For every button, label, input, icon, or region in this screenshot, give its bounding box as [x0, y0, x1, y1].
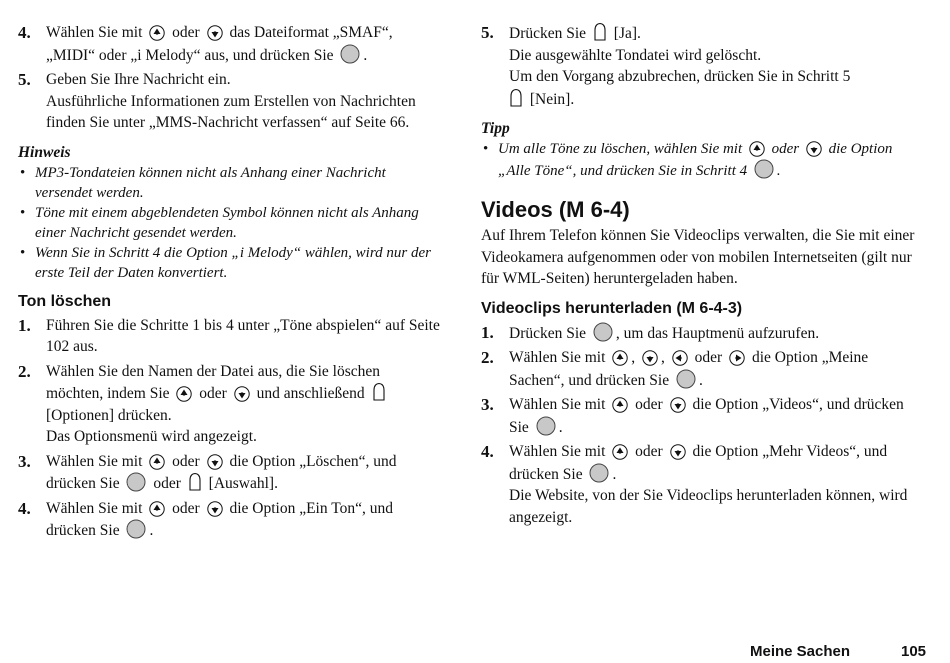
nav-up-icon — [176, 386, 192, 402]
note-item: • Töne mit einem abgeblendeten Symbol können nicht als Anhang einer Nachricht gesendet werden. — [20, 204, 419, 241]
nav-up-icon — [149, 454, 165, 470]
note-heading: Hinweis — [18, 143, 71, 161]
tip-item: • Um alle Töne zu löschen, wählen Sie mit oder die Option „Alle Töne“, und drücken Sie in Schritt 4 . — [483, 141, 893, 179]
nav-up-icon — [149, 25, 165, 41]
nav-up-icon — [612, 350, 628, 366]
delete-step-5: 5. Drücken Sie [Ja]. Die ausgewählte Tondatei wird gelöscht. Um den Vorgang abzubrechen, drücken Sie in Schritt 5 [Nein]. — [481, 23, 851, 108]
nav-down-icon — [234, 386, 250, 402]
page-number: 105 — [901, 643, 927, 660]
tip-heading: Tipp — [481, 120, 510, 137]
nav-right-icon — [729, 350, 745, 366]
center-key-icon — [593, 322, 613, 342]
center-key-icon — [676, 369, 696, 389]
delete-step-2: 2. Wählen Sie den Namen der Datei aus, die Sie löschen möchten, indem Sie oder und anschließend [Optionen] drücken. Das Optionsmenü wird angezeigt. — [18, 361, 440, 448]
left-column — [18, 22, 440, 545]
video-step-3: 3. Wählen Sie mit oder die Option „Videos“, und drücken Sie . — [481, 395, 904, 436]
delete-step-4: 4. Wählen Sie mit oder die Option „Ein Ton“, und drücken Sie . — [18, 498, 393, 539]
nav-up-icon — [612, 444, 628, 460]
center-key-icon — [126, 519, 146, 539]
footer-section-title: Meine Sachen — [750, 643, 851, 660]
center-key-icon — [536, 416, 556, 436]
softkey-icon — [188, 472, 202, 492]
section-heading: Ton löschen — [18, 292, 112, 310]
softkey-icon — [593, 22, 607, 42]
right-column — [481, 22, 921, 531]
videos-intro: Auf Ihrem Telefon können Sie Videoclips verwalten, die Sie mit einer Videokamera aufgenommen oder von mobilen Internetseiten (gilt nur für WML-Seiten) heruntergeladen haben. — [481, 227, 915, 287]
step-5-message: 5. Geben Sie Ihre Nachricht ein. Ausführliche Informationen zum Erstellen von Nachrichten finden Sie unter „MMS-Nachricht verfassen“ auf Seite 66. — [18, 70, 416, 131]
center-key-icon — [126, 472, 146, 492]
video-step-1: 1. Drücken Sie , um das Hauptmenü aufzurufen. — [481, 322, 820, 342]
nav-up-icon — [149, 501, 165, 517]
delete-step-1: 1. Führen Sie die Schritte 1 bis 4 unter „Töne abspielen“ auf Seite 102 aus. — [18, 315, 440, 355]
delete-step-3: 3. Wählen Sie mit oder die Option „Löschen“, und drücken Sie oder [Auswahl]. — [18, 451, 397, 492]
nav-down-icon — [207, 454, 223, 470]
note-item: • MP3-Tondateien können nicht als Anhang einer Nachricht versendet werden. — [20, 164, 386, 201]
nav-left-icon — [672, 350, 688, 366]
nav-down-icon — [207, 25, 223, 41]
nav-down-icon — [207, 501, 223, 517]
videos-heading: Videos (M 6-4) — [481, 197, 630, 222]
download-subheading: Videoclips herunterladen (M 6-4-3) — [481, 299, 743, 317]
step-4-format: 4. Wählen Sie mit oder das Dateiformat „SMAF“, „MIDI“ oder „i Melody“ aus, und drücken Sie . — [18, 23, 393, 64]
center-key-icon — [340, 44, 360, 64]
center-key-icon — [589, 463, 609, 483]
nav-up-icon — [749, 141, 765, 157]
video-step-4: 4. Wählen Sie mit oder die Option „Mehr Videos“, und drücken Sie . Die Website, von der Sie Videoclips herunterladen können, wird angezeigt. — [481, 442, 908, 526]
page-footer — [0, 643, 950, 663]
step-number: 5. — [18, 70, 31, 89]
softkey-icon — [372, 382, 386, 402]
nav-down-icon — [806, 141, 822, 157]
nav-down-icon — [670, 444, 686, 460]
step-number: 4. — [18, 23, 31, 42]
nav-down-icon — [642, 350, 658, 366]
softkey-icon — [509, 88, 523, 108]
video-step-2: 2. Wählen Sie mit , , oder die Option „Meine Sachen“, und drücken Sie . — [481, 348, 869, 389]
note-item: • Wenn Sie in Schritt 4 die Option „i Melody“ wählen, wird nur der erste Teil der Daten konvertiert. — [20, 244, 431, 281]
nav-down-icon — [670, 397, 686, 413]
nav-up-icon — [612, 397, 628, 413]
center-key-icon — [754, 159, 774, 179]
